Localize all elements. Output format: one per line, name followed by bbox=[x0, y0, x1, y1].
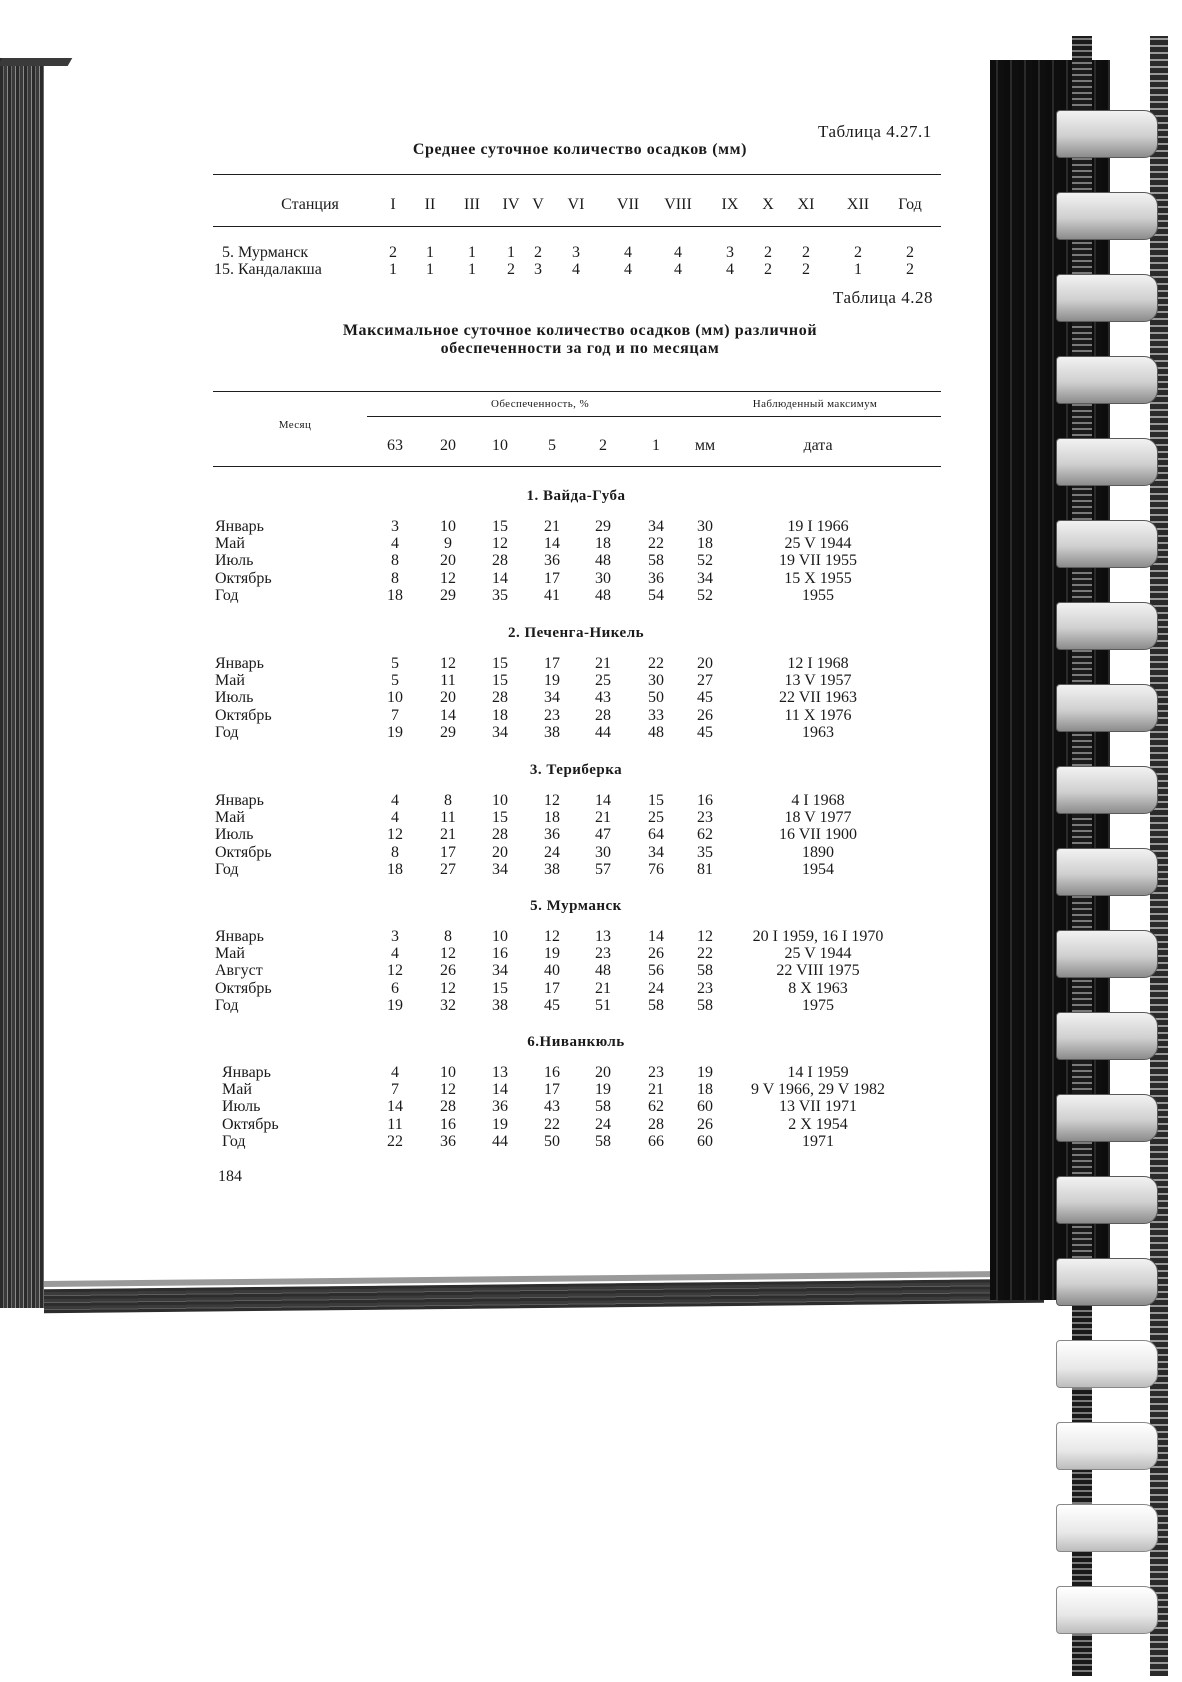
table2-prob-col-header: 1 bbox=[652, 437, 660, 454]
table2-cell: 34 bbox=[697, 569, 713, 587]
table2-cell: 45 bbox=[697, 689, 713, 707]
table1-col-header: I bbox=[390, 196, 396, 213]
table1-cell: 2 bbox=[802, 244, 810, 261]
table2-cell: 26 bbox=[440, 962, 456, 980]
table2-cell: 18 bbox=[697, 535, 713, 553]
table2-cell: 10 bbox=[387, 689, 403, 707]
table1-col-header: XII bbox=[846, 196, 870, 213]
table2-month-label: Год bbox=[222, 1132, 246, 1150]
table1-cell: 2 bbox=[534, 244, 542, 261]
table2-cell: 54 bbox=[648, 586, 664, 604]
table1-cell: 2 bbox=[764, 261, 772, 278]
table2-cell: 23 bbox=[648, 1064, 664, 1081]
table2-cell: 23 bbox=[697, 809, 713, 827]
table2-cell: 56 bbox=[648, 962, 664, 980]
table1-cell: 2 bbox=[802, 261, 810, 278]
table2-cell: 62 bbox=[697, 826, 713, 844]
table2-cell: 8 bbox=[391, 552, 399, 570]
table2-month-label: Январь bbox=[215, 655, 264, 672]
table2-month-label: Год bbox=[215, 723, 239, 741]
table2-cell: 76 bbox=[648, 860, 664, 878]
table2-section-title: 1. Вайда-Губа bbox=[526, 488, 626, 504]
table2-month-label: Октябрь bbox=[222, 1115, 279, 1133]
table2-top-rule bbox=[213, 391, 941, 392]
table2-cell: 4 bbox=[391, 792, 399, 809]
table2-cell: 20 bbox=[595, 1064, 611, 1081]
table2-cell: 15 bbox=[492, 809, 508, 827]
table1-cell: 3 bbox=[572, 244, 580, 261]
table2-header-month: Месяц bbox=[278, 419, 312, 431]
table2-cell: 17 bbox=[440, 843, 456, 861]
table2-header-rule bbox=[213, 466, 941, 467]
table2-month-label: Май bbox=[222, 1081, 252, 1099]
table2-cell: 29 bbox=[440, 723, 456, 741]
table2-cell: 60 bbox=[697, 1132, 713, 1150]
table2-cell: 25 bbox=[595, 672, 611, 690]
table2-cell: 18 bbox=[387, 860, 403, 878]
table2-cell: 30 bbox=[648, 672, 664, 690]
table2-cell: 17 bbox=[544, 1081, 560, 1099]
table2-date-cell: 9 V 1966, 29 V 1982 bbox=[751, 1081, 885, 1099]
table2-cell: 27 bbox=[440, 860, 456, 878]
table2-prob-col-header: 2 bbox=[599, 437, 607, 454]
table1-cell: 2 bbox=[507, 261, 515, 278]
table2-cell: 81 bbox=[697, 860, 713, 878]
table1-col-header: Год bbox=[898, 196, 922, 213]
table2-cell: 4 bbox=[391, 945, 399, 963]
table2-cell: 6 bbox=[391, 979, 399, 997]
table2-cell: 16 bbox=[697, 792, 713, 809]
table2-cell: 43 bbox=[595, 689, 611, 707]
table2-month-label: Январь bbox=[222, 1064, 271, 1081]
table2-month-label: Октябрь bbox=[215, 843, 272, 861]
table2-cell: 50 bbox=[648, 689, 664, 707]
table1-col-header: X bbox=[762, 196, 774, 213]
table2-cell: 58 bbox=[697, 996, 713, 1014]
table2-cell: 28 bbox=[648, 1115, 664, 1133]
table2-cell: 48 bbox=[595, 586, 611, 604]
table1-cell: 4 bbox=[624, 261, 632, 278]
table2-cell: 10 bbox=[492, 928, 508, 945]
table2-month-label: Октябрь bbox=[215, 979, 272, 997]
table2-cell: 20 bbox=[440, 552, 456, 570]
table2-cell: 17 bbox=[544, 655, 560, 672]
table2-cell: 22 bbox=[648, 535, 664, 553]
table2-month-label: Январь bbox=[215, 792, 264, 809]
table2-month-label: Июль bbox=[222, 1098, 261, 1116]
table2-cell: 58 bbox=[697, 962, 713, 980]
table2-cell: 20 bbox=[697, 655, 713, 672]
table2-date-cell: 8 X 1963 bbox=[788, 979, 848, 997]
table2-cell: 23 bbox=[595, 945, 611, 963]
table2-cell: 58 bbox=[595, 1132, 611, 1150]
table2-date-cell: 16 VII 1900 bbox=[779, 826, 857, 844]
table2-cell: 18 bbox=[697, 1081, 713, 1099]
table2-cell: 34 bbox=[648, 843, 664, 861]
table2-cell: 12 bbox=[544, 928, 560, 945]
table2-cell: 32 bbox=[440, 996, 456, 1014]
table2-title-line1: Максимальное суточное количество осадков (мм) различной bbox=[342, 322, 818, 339]
table2-cell: 19 bbox=[492, 1115, 508, 1133]
table2-cell: 12 bbox=[440, 569, 456, 587]
table2-cell: 12 bbox=[492, 535, 508, 553]
table2-cell: 15 bbox=[492, 979, 508, 997]
table2-cell: 15 bbox=[492, 655, 508, 672]
table1-station: 5. Мурманск bbox=[222, 244, 309, 261]
table2-cell: 19 bbox=[387, 996, 403, 1014]
table2-cell: 21 bbox=[544, 518, 560, 535]
table2-cell: 14 bbox=[492, 569, 508, 587]
table2-cell: 16 bbox=[492, 945, 508, 963]
table2-cell: 57 bbox=[595, 860, 611, 878]
table2-cell: 23 bbox=[544, 706, 560, 724]
table2-cell: 5 bbox=[391, 672, 399, 690]
table2-cell: 38 bbox=[544, 860, 560, 878]
table2-cell: 26 bbox=[648, 945, 664, 963]
table2-cell: 11 bbox=[387, 1115, 403, 1133]
table2-month-label: Май bbox=[215, 672, 245, 690]
table2-cell: 18 bbox=[595, 535, 611, 553]
table2-cell: 58 bbox=[595, 1098, 611, 1116]
table2-month-label: Октябрь bbox=[215, 569, 272, 587]
table1-cell: 1 bbox=[854, 261, 862, 278]
table1-cell: 1 bbox=[389, 261, 397, 278]
table1-cell: 4 bbox=[624, 244, 632, 261]
table2-cell: 16 bbox=[440, 1115, 456, 1133]
table2-cell: 34 bbox=[544, 689, 560, 707]
table2-cell: 8 bbox=[444, 928, 452, 945]
table2-cell: 20 bbox=[440, 689, 456, 707]
table2-cell: 13 bbox=[595, 928, 611, 945]
table2-cell: 28 bbox=[595, 706, 611, 724]
table2-date-cell: 19 VII 1955 bbox=[779, 552, 857, 570]
table2-cell: 22 bbox=[387, 1132, 403, 1150]
table2-date-cell: 1971 bbox=[802, 1132, 834, 1150]
table2-cell: 20 bbox=[492, 843, 508, 861]
table2-cell: 14 bbox=[440, 706, 456, 724]
table2-month-label: Год bbox=[215, 996, 239, 1014]
table2-cell: 48 bbox=[648, 723, 664, 741]
table2-date-cell: 22 VIII 1975 bbox=[776, 962, 860, 980]
table1-title: Среднее суточное количество осадков (мм) bbox=[412, 141, 748, 158]
table2-date-cell: 13 V 1957 bbox=[784, 672, 852, 690]
table2-cell: 52 bbox=[697, 586, 713, 604]
table2-date-cell: 1954 bbox=[802, 860, 834, 878]
table2-cell: 14 bbox=[595, 792, 611, 809]
table2-month-label: Январь bbox=[215, 928, 264, 945]
table1-top-rule bbox=[213, 174, 941, 175]
table2-date-cell: 13 VII 1971 bbox=[779, 1098, 857, 1116]
table2-cell: 50 bbox=[544, 1132, 560, 1150]
table2-cell: 12 bbox=[544, 792, 560, 809]
table2-date-cell: 14 I 1959 bbox=[787, 1064, 849, 1081]
table2-header-observed-max: Наблюденный максимум bbox=[752, 398, 878, 410]
table2-cell: 13 bbox=[492, 1064, 508, 1081]
table2-cell: 47 bbox=[595, 826, 611, 844]
table2-cell: 44 bbox=[595, 723, 611, 741]
table2-date-cell: 12 I 1968 bbox=[787, 655, 849, 672]
table2-cell: 15 bbox=[648, 792, 664, 809]
table2-date-cell: 11 X 1976 bbox=[784, 706, 852, 724]
table2-cell: 41 bbox=[544, 586, 560, 604]
table2-cell: 24 bbox=[595, 1115, 611, 1133]
table2-month-label: Май bbox=[215, 945, 245, 963]
table2-cell: 23 bbox=[697, 979, 713, 997]
table1-col-header: XI bbox=[797, 196, 815, 213]
table2-number: Таблица 4.28 bbox=[833, 288, 933, 307]
table2-cell: 60 bbox=[697, 1098, 713, 1116]
table2-cell: 28 bbox=[440, 1098, 456, 1116]
table2-cell: 8 bbox=[391, 569, 399, 587]
table2-cell: 35 bbox=[492, 586, 508, 604]
table2-cell: 21 bbox=[595, 809, 611, 827]
table1-cell: 2 bbox=[906, 244, 914, 261]
table2-date-cell: 1963 bbox=[802, 723, 834, 741]
table2-date-cell: 1975 bbox=[802, 996, 834, 1014]
table1-cell: 2 bbox=[389, 244, 397, 261]
table2-cell: 25 bbox=[648, 809, 664, 827]
table2-cell: 7 bbox=[391, 1081, 399, 1099]
table2-cell: 22 bbox=[648, 655, 664, 672]
table2-cell: 16 bbox=[544, 1064, 560, 1081]
table1-cell: 2 bbox=[906, 261, 914, 278]
table2-cell: 45 bbox=[544, 996, 560, 1014]
table2-cell: 28 bbox=[492, 552, 508, 570]
table2-cell: 21 bbox=[440, 826, 456, 844]
table1-cell: 2 bbox=[764, 244, 772, 261]
table1-col-header: V bbox=[532, 196, 544, 213]
table2-cell: 34 bbox=[492, 723, 508, 741]
table1-col-header: III bbox=[464, 196, 480, 213]
table2-cell: 29 bbox=[595, 518, 611, 535]
table2-cell: 12 bbox=[440, 945, 456, 963]
table1-station: 15. Кандалакша bbox=[214, 261, 322, 278]
table1-cell: 1 bbox=[468, 244, 476, 261]
table2-cell: 5 bbox=[391, 655, 399, 672]
table2-cell: 36 bbox=[544, 552, 560, 570]
table2-month-label: Октябрь bbox=[215, 706, 272, 724]
table2-section-title: 5. Мурманск bbox=[530, 898, 622, 914]
table2-cell: 33 bbox=[648, 706, 664, 724]
table2-date-cell: 2 X 1954 bbox=[788, 1115, 848, 1133]
table2-month-label: Год bbox=[215, 586, 239, 604]
table2-cell: 26 bbox=[697, 706, 713, 724]
table2-cell: 14 bbox=[544, 535, 560, 553]
table2-cell: 7 bbox=[391, 706, 399, 724]
table2-section-title: 6.Ниванкюль bbox=[527, 1034, 625, 1050]
table2-cell: 43 bbox=[544, 1098, 560, 1116]
table2-cell: 48 bbox=[595, 552, 611, 570]
table2-cell: 34 bbox=[648, 518, 664, 535]
table2-cell: 38 bbox=[492, 996, 508, 1014]
table2-cell: 19 bbox=[544, 672, 560, 690]
table2-cell: 35 bbox=[697, 843, 713, 861]
table2-cell: 62 bbox=[648, 1098, 664, 1116]
table1-cell: 3 bbox=[534, 261, 542, 278]
table2-month-label: Август bbox=[215, 962, 263, 980]
table1-col-header: IV bbox=[502, 196, 520, 213]
table2-cell: 4 bbox=[391, 535, 399, 553]
table2-cell: 30 bbox=[595, 569, 611, 587]
table2-cell: 3 bbox=[391, 518, 399, 535]
table2-cell: 58 bbox=[648, 552, 664, 570]
table2-cell: 19 bbox=[544, 945, 560, 963]
table2-cell: 18 bbox=[492, 706, 508, 724]
table2-cell: 66 bbox=[648, 1132, 664, 1150]
table1-cell: 1 bbox=[426, 244, 434, 261]
table2-prob-col-header: 63 bbox=[387, 437, 403, 454]
table2-cell: 22 bbox=[544, 1115, 560, 1133]
table2-cell: 8 bbox=[444, 792, 452, 809]
table2-month-label: Май bbox=[215, 535, 245, 553]
table2-cell: 28 bbox=[492, 689, 508, 707]
table2-cell: 48 bbox=[595, 962, 611, 980]
table1-col-header: Станция bbox=[281, 196, 339, 213]
table2-cell: 51 bbox=[595, 996, 611, 1014]
table2-cell: 36 bbox=[544, 826, 560, 844]
table2-cell: 36 bbox=[648, 569, 664, 587]
table2-cell: 10 bbox=[440, 518, 456, 535]
table2-header-probability: Обеспеченность, % bbox=[490, 398, 590, 410]
table1-col-header: VII bbox=[616, 196, 640, 213]
table2-cell: 52 bbox=[697, 552, 713, 570]
table2-date-cell: 25 V 1944 bbox=[784, 535, 852, 553]
table2-cell: 36 bbox=[492, 1098, 508, 1116]
page-number: 184 bbox=[218, 1168, 242, 1185]
table2-cell: 12 bbox=[440, 655, 456, 672]
table1-number: Таблица 4.27.1 bbox=[818, 122, 932, 141]
table2-cell: 30 bbox=[595, 843, 611, 861]
table2-cell: 24 bbox=[544, 843, 560, 861]
table2-cell: 19 bbox=[387, 723, 403, 741]
table1-cell: 2 bbox=[854, 244, 862, 261]
table1-col-header: VIII bbox=[664, 196, 692, 213]
table2-cell: 19 bbox=[595, 1081, 611, 1099]
table2-cell: 30 bbox=[697, 518, 713, 535]
table2-date-cell: 22 VII 1963 bbox=[779, 689, 857, 707]
table2-cell: 26 bbox=[697, 1115, 713, 1133]
table2-cell: 12 bbox=[387, 826, 403, 844]
table2-cell: 18 bbox=[544, 809, 560, 827]
table2-cell: 21 bbox=[595, 979, 611, 997]
table2-cell: 36 bbox=[440, 1132, 456, 1150]
table2-cell: 12 bbox=[697, 928, 713, 945]
table1-cell: 1 bbox=[426, 261, 434, 278]
table1-cell: 4 bbox=[674, 244, 682, 261]
table2-cell: 9 bbox=[444, 535, 452, 553]
table2-section-title: 2. Печенга-Никель bbox=[507, 625, 645, 641]
table2-subheader-rule bbox=[367, 416, 941, 417]
table2-cell: 38 bbox=[544, 723, 560, 741]
table2-month-label: Год bbox=[215, 860, 239, 878]
table2-date-cell: 1955 bbox=[802, 586, 834, 604]
table2-date-cell: 15 X 1955 bbox=[784, 569, 852, 587]
table2-date-cell: 1890 bbox=[802, 843, 834, 861]
table2-month-label: Июль bbox=[215, 689, 254, 707]
table2-cell: 15 bbox=[492, 672, 508, 690]
table2-cell: 14 bbox=[648, 928, 664, 945]
table2-cell: 24 bbox=[648, 979, 664, 997]
table2-date-col-header: дата bbox=[803, 437, 833, 454]
table2-cell: 19 bbox=[697, 1064, 713, 1081]
table2-cell: 11 bbox=[440, 672, 456, 690]
table2-cell: 15 bbox=[492, 518, 508, 535]
table2-cell: 3 bbox=[391, 928, 399, 945]
table2-cell: 21 bbox=[595, 655, 611, 672]
table2-cell: 34 bbox=[492, 860, 508, 878]
table2-date-cell: 19 I 1966 bbox=[787, 518, 849, 535]
table2-cell: 22 bbox=[697, 945, 713, 963]
table2-date-cell: 25 V 1944 bbox=[784, 945, 852, 963]
table1-cell: 4 bbox=[726, 261, 734, 278]
table2-cell: 17 bbox=[544, 979, 560, 997]
table2-date-cell: 4 I 1968 bbox=[791, 792, 845, 809]
table2-cell: 21 bbox=[648, 1081, 664, 1099]
table2-cell: 12 bbox=[387, 962, 403, 980]
table2-cell: 11 bbox=[440, 809, 456, 827]
table1-cell: 1 bbox=[468, 261, 476, 278]
table2-cell: 40 bbox=[544, 962, 560, 980]
table1-cell: 4 bbox=[674, 261, 682, 278]
table2-prob-col-header: 5 bbox=[548, 437, 556, 454]
table2-cell: 10 bbox=[492, 792, 508, 809]
table2-cell: 45 bbox=[697, 723, 713, 741]
table2-date-cell: 20 I 1959, 16 I 1970 bbox=[752, 928, 884, 945]
table2-month-label: Январь bbox=[215, 518, 264, 535]
table2-title-line2: обеспеченности за год и по месяцам bbox=[440, 340, 720, 357]
table2-cell: 28 bbox=[492, 826, 508, 844]
table2-cell: 58 bbox=[648, 996, 664, 1014]
table2-cell: 44 bbox=[492, 1132, 508, 1150]
table2-cell: 4 bbox=[391, 809, 399, 827]
table2-cell: 27 bbox=[697, 672, 713, 690]
table1-col-header: IX bbox=[721, 196, 739, 213]
table2-cell: 10 bbox=[440, 1064, 456, 1081]
table2-cell: 8 bbox=[391, 843, 399, 861]
table2-month-label: Июль bbox=[215, 552, 254, 570]
table1-col-header: VI bbox=[567, 196, 585, 213]
table2-date-cell: 18 V 1977 bbox=[784, 809, 852, 827]
table2-cell: 64 bbox=[648, 826, 664, 844]
table2-cell: 29 bbox=[440, 586, 456, 604]
table2-prob-col-header: 20 bbox=[440, 437, 456, 454]
table2-section-title: 3. Териберка bbox=[529, 762, 623, 778]
table2-cell: 14 bbox=[492, 1081, 508, 1099]
table2-cell: 34 bbox=[492, 962, 508, 980]
table2-cell: 17 bbox=[544, 569, 560, 587]
table1-cell: 1 bbox=[507, 244, 515, 261]
table2-mm-col-header: мм bbox=[694, 437, 716, 454]
table2-prob-col-header: 10 bbox=[492, 437, 508, 454]
table2-month-label: Май bbox=[215, 809, 245, 827]
table2-cell: 18 bbox=[387, 586, 403, 604]
table2-cell: 12 bbox=[440, 979, 456, 997]
table2-cell: 12 bbox=[440, 1081, 456, 1099]
table1-col-header: II bbox=[424, 196, 436, 213]
table2-cell: 4 bbox=[391, 1064, 399, 1081]
table2-month-label: Июль bbox=[215, 826, 254, 844]
table1-cell: 3 bbox=[726, 244, 734, 261]
table2-cell: 14 bbox=[387, 1098, 403, 1116]
table1-header-rule bbox=[213, 226, 941, 227]
table1-cell: 4 bbox=[572, 261, 580, 278]
